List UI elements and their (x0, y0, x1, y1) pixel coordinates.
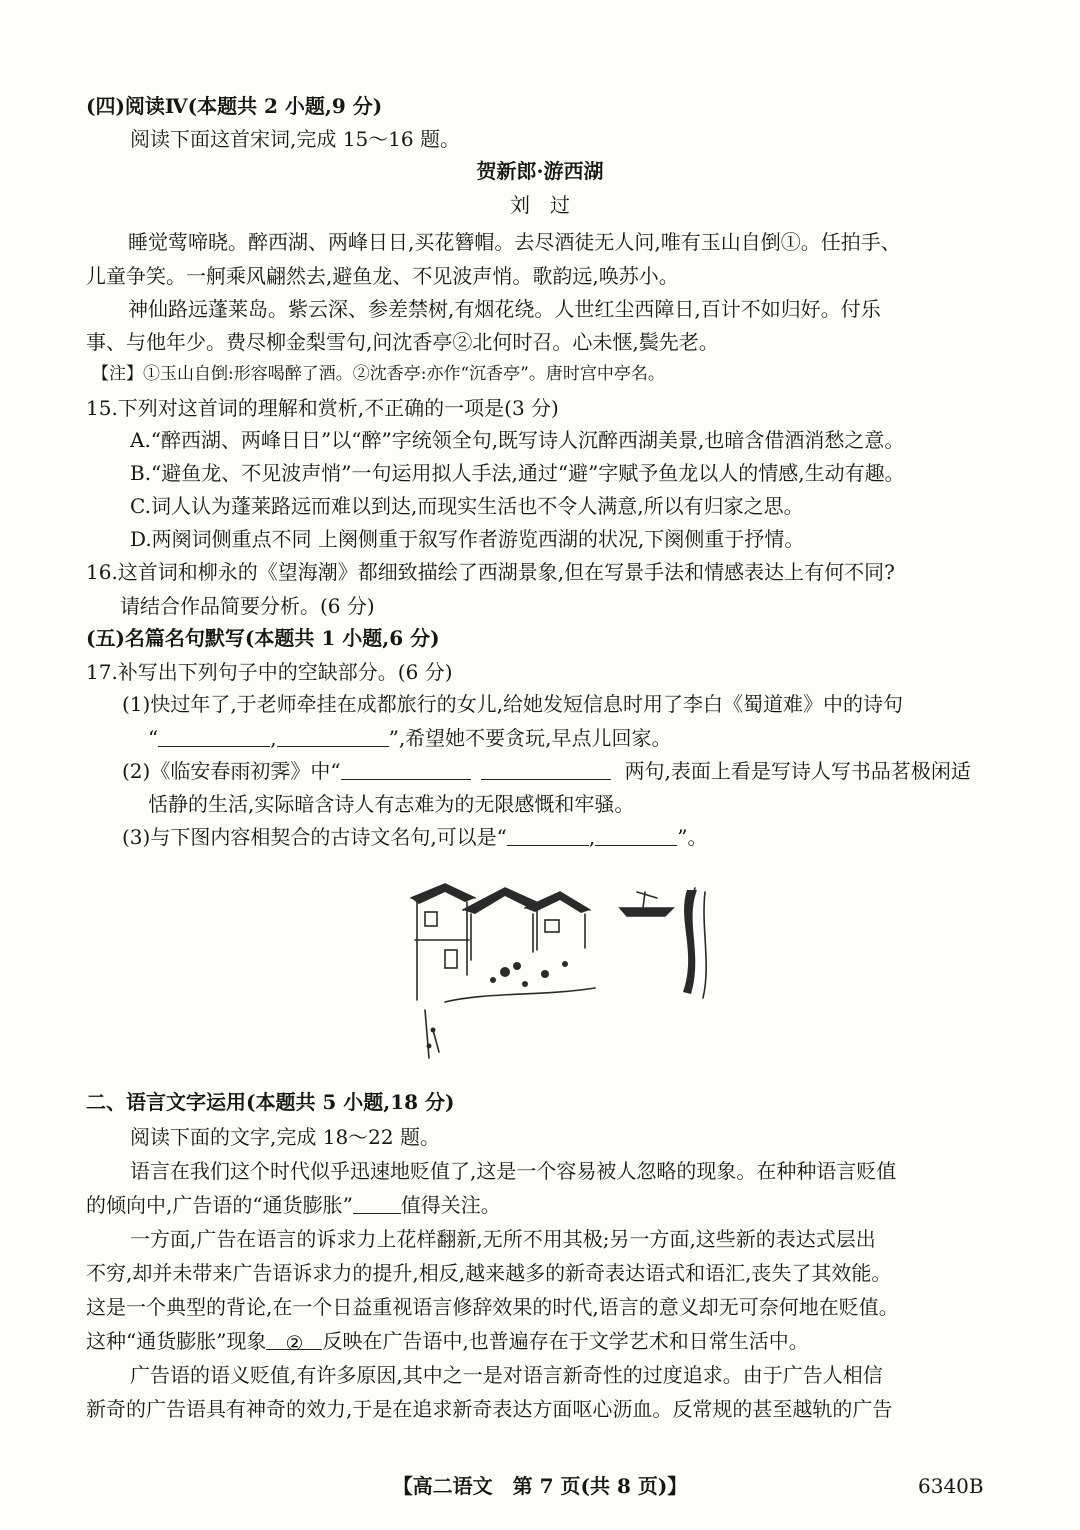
q17-part1-line1: (1)快过年了,于老师牵挂在成都旅行的女儿,给她发短信息时用了李白《蜀道难》中的诗句 (122, 692, 904, 716)
para2-line3: 这是一个典型的背论,在一个日益重视语言修辞效果的时代,语言的意义却无可奈何地在贬值。 (86, 1295, 899, 1319)
page-footer: 【高二语文 第 7 页(共 8 页)】 (392, 1474, 688, 1498)
q17-part2-tail: 两句,表面上看是写诗人写书品茗极闲适 (624, 759, 971, 783)
q17-part1-line2 (148, 724, 672, 752)
para2-line2: 不穷,却并未带来广告语诉求力的提升,相反,越来越多的新奇表达语式和语汇,丧失了其效能。 (86, 1261, 892, 1285)
q15-option-c: C.词人认为蓬莱路远而难以到达,而现实生活也不令人满意,所以有归家之思。 (130, 494, 804, 518)
water-town-sketch-image (405, 880, 720, 1065)
q16-line2: 请结合作品简要分析。(6 分) (120, 594, 375, 618)
section2-heading: 二、语言文字运用(本题共 5 小题,18 分) (86, 1090, 455, 1114)
para3-line1: 广告语的语义贬值,有许多原因,其中之一是对语言新奇性的过度追求。由于广告人相信 (130, 1363, 883, 1387)
section4-heading: (四)阅读Ⅳ(本题共 2 小题,9 分) (86, 94, 383, 118)
section4-instruction: 阅读下面这首宋词,完成 15～16 题。 (130, 127, 460, 151)
para1-line2-head: 的倾向中,广告语的“通货膨胀” (86, 1193, 353, 1217)
poem-stanza1-line1: 睡觉莺啼晓。醉西湖、两峰日日,买花簪帽。去尽酒徒无人问,唯有玉山自倒①。任拍手、 (128, 230, 901, 254)
section2-instruction: 阅读下面的文字,完成 18～22 题。 (130, 1125, 440, 1149)
answer-blank[interactable] (595, 825, 677, 846)
q15-stem: 15.下列对这首词的理解和赏析,不正确的一项是(3 分) (86, 396, 559, 420)
answer-blank[interactable] (481, 759, 611, 780)
q16-line1: 16.这首词和柳永的《望海潮》都细致描绘了西湖景象,但在写景手法和情感表达上有何不同? (86, 560, 895, 584)
blank-marker-2: ② (266, 1329, 322, 1350)
poem-stanza1-line2: 儿童争笑。一舸乘风翩然去,避鱼龙、不见波声悄。歌韵远,唤苏小。 (86, 264, 679, 288)
poem-stanza2-line1: 神仙路远蓬莱岛。紫云深、参差禁树,有烟花绕。人世红尘西障日,百计不如归好。付乐 (128, 297, 881, 321)
section5-heading: (五)名篇名句默写(本题共 1 小题,6 分) (86, 626, 440, 650)
q17-stem: 17.补写出下列句子中的空缺部分。(6 分) (86, 660, 453, 684)
poem-stanza2-line2: 事、与他年少。费尽柳金梨雪句,问沈香亭②北何时召。心未惬,鬓先老。 (86, 330, 719, 354)
para2-line4-tail: 反映在广告语中,也普遍存在于文学艺术和日常生活中。 (322, 1329, 809, 1353)
answer-blank[interactable] (277, 726, 389, 747)
q17-part2-line1 (122, 757, 971, 785)
para1-line1: 语言在我们这个时代似乎迅速地贬值了,这是一个容易被人忽略的现象。在种种语言贬值 (130, 1159, 897, 1183)
q17-part3-tail: ”。 (677, 825, 708, 849)
comma: , (588, 825, 596, 849)
para2-line4 (86, 1327, 809, 1355)
q17-part2-line2: 恬静的生活,实际暗含诗人有志难为的无限感慨和牢骚。 (148, 792, 635, 816)
para1-line2-tail: 值得关注。 (400, 1193, 501, 1217)
para2-line1: 一方面,广告在语言的诉求力上花样翻新,无所不用其极;另一方面,这些新的表达式层出 (130, 1227, 876, 1251)
answer-blank[interactable] (341, 759, 471, 780)
answer-blank[interactable] (507, 825, 589, 846)
q17-part3-head: (3)与下图内容相契合的古诗文名句,可以是“ (122, 825, 507, 849)
para1-line2 (86, 1191, 501, 1219)
paper-code: 6340B (918, 1474, 984, 1498)
q15-option-d: D.两阕词侧重点不同 上阕侧重于叙写作者游览西湖的状况,下阕侧重于抒情。 (130, 527, 805, 551)
poem-title: 贺新郎·游西湖 (476, 159, 604, 183)
q17-part3-line (122, 823, 708, 851)
comma: , (270, 726, 277, 750)
q15-option-a: A.“醉西湖、两峰日日”以“醉”字统领全句,既写诗人沉醉西湖美景,也暗含借酒消愁之意。 (130, 428, 905, 452)
poem-note: 【注】①玉山自倒:形容喝醉了酒。②沈香亭:亦作“沉香亭”。唐时宫中亭名。 (92, 364, 665, 384)
poem-author: 刘 过 (510, 193, 570, 217)
answer-blank[interactable] (158, 726, 270, 747)
q17-part1-tail: ”,希望她不要贪玩,早点儿回家。 (388, 726, 672, 750)
q15-option-b: B.“避鱼龙、不见波声悄”一句运用拟人手法,通过“避”字赋予鱼龙以人的情感,生动有趣。 (130, 461, 905, 485)
answer-blank[interactable] (353, 1193, 401, 1214)
open-quote: “ (148, 726, 159, 750)
q17-part2-head: (2)《临安春雨初霁》中“ (122, 759, 341, 783)
para3-line2: 新奇的广告语具有神奇的效力,于是在追求新奇表达方面呕心沥血。反常规的甚至越轨的广告 (86, 1397, 893, 1421)
para2-line4-head: 这种“通货膨胀”现象 (86, 1329, 267, 1353)
